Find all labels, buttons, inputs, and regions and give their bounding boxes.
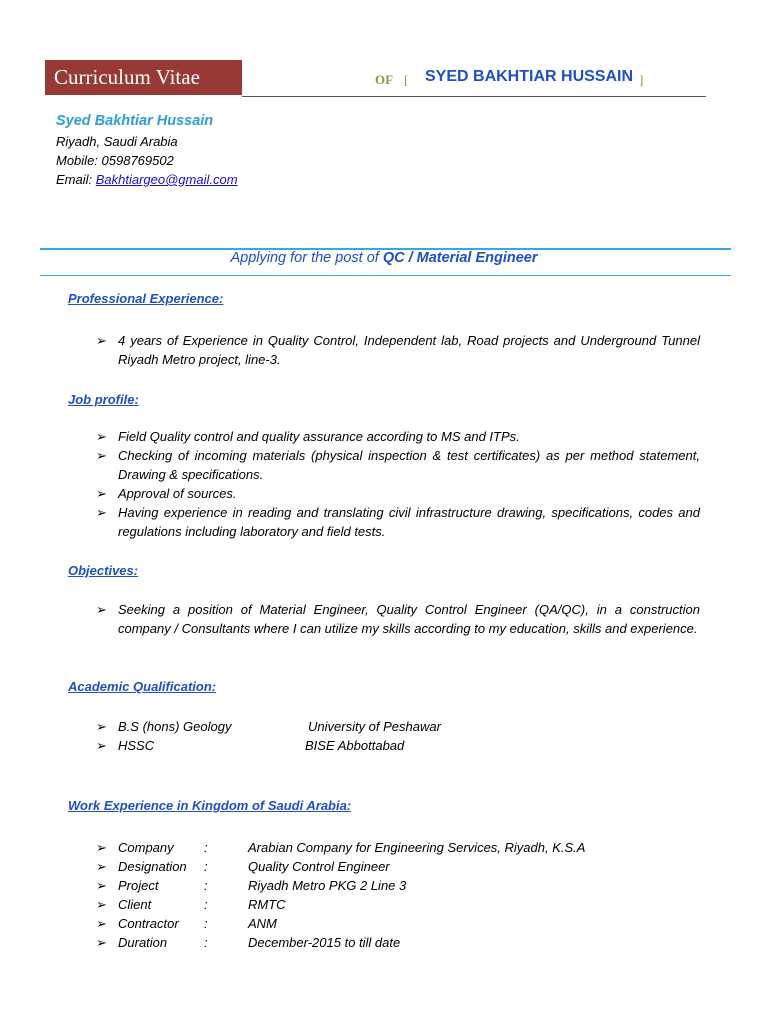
list-item-text: 4 years of Experience in Quality Control, Independent lab, Road projects and Underground Tunnel Riyadh Metro project, line-3. [118,333,700,367]
work-value: Riyadh Metro PKG 2 Line 3 [248,878,407,893]
list-item-text: Having experience in reading and translating civil infrastructure drawing, specifications, codes and regulations including laboratory and field tests. [118,505,700,539]
arrow-bullet-icon: ➢ [96,429,107,444]
work-separator: : [204,859,208,874]
arrow-bullet-icon: ➢ [96,916,107,931]
section-title-work-experience: Work Experience in Kingdom of Saudi Arabia: [68,798,352,813]
arrow-bullet-icon: ➢ [96,897,107,912]
arrow-bullet-icon: ➢ [96,935,107,950]
mobile: Mobile: 0598769502 [56,153,174,168]
list-item-text: Approval of sources. [118,486,237,501]
work-experience-list [96,838,700,952]
section-title-objectives: Objectives: [68,563,139,578]
academic-row [96,736,700,755]
arrow-bullet-icon: ➢ [96,505,107,520]
list-item-text: Checking of incoming materials (physical inspection & test certificates) as per method statement, Drawing & specifications. [118,448,700,482]
arrow-bullet-icon: ➢ [96,602,107,617]
applying-post: QC / Material Engineer [382,250,538,266]
applying-prefix: Applying for the post of [230,250,383,266]
work-row [96,914,700,933]
email-line [56,170,238,189]
work-key: Company [118,840,174,855]
list-item [96,427,700,446]
work-value: Arabian Company for Engineering Services, Riyadh, K.S.A [248,840,586,855]
contact-block [56,112,238,189]
arrow-bullet-icon: ➢ [96,719,107,734]
academic-row [96,717,700,736]
work-key: Duration [118,935,168,950]
arrow-bullet-icon: ➢ [96,840,107,855]
work-key: Client [118,897,152,912]
work-separator: : [204,935,208,950]
institute: BISE Abbottabad [305,738,405,753]
degree: HSSC [118,738,155,753]
work-value: December-2015 to till date [248,935,401,950]
work-value: ANM [248,916,277,931]
job-profile-list [96,427,700,541]
professional-list [96,331,700,369]
candidate-name: Syed Bakhtiar Hussain [56,113,214,129]
degree: B.S (hons) Geology [118,719,232,734]
arrow-bullet-icon: ➢ [96,859,107,874]
list-item [96,331,700,369]
section-title-academic: Academic Qualification: [68,679,217,694]
section-title-professional: Professional Experience: [68,291,224,306]
list-item [96,503,700,541]
applying-bottom-rule [40,275,731,276]
arrow-bullet-icon: ➢ [96,878,107,893]
list-item [96,484,700,503]
institute: University of Peshawar [308,719,441,734]
list-item-text: Field Quality control and quality assurance according to MS and ITPs. [118,429,520,444]
cv-title-banner: Curriculum Vitae [45,60,242,95]
header-divider [242,96,706,97]
work-key: Project [118,878,159,893]
arrow-bullet-icon: ➢ [96,448,107,463]
location: Riyadh, Saudi Arabia [56,134,178,149]
work-value: RMTC [248,897,286,912]
of-label: OF [375,72,394,87]
work-row [96,838,700,857]
work-separator: : [204,916,208,931]
work-row [96,933,700,952]
email-link[interactable]: Bakhtiargeo@gmail.com [95,172,238,187]
list-item [96,446,700,484]
work-row [96,876,700,895]
arrow-bullet-icon: ➢ [96,486,107,501]
list-item-text: Seeking a position of Material Engineer, Quality Control Engineer (QA/QC), in a construction company / Consultants where I can utilize my skills according to my education, skills and experience. [118,602,700,636]
work-key: Designation [118,859,187,874]
header-candidate-name: SYED BAKHTIAR HUSSAIN [425,68,634,85]
work-separator: : [204,897,208,912]
section-title-job-profile: Job profile: [68,392,139,407]
email-label: Email: [56,172,96,187]
bracket-open: [ [404,72,409,87]
bracket-close: ] [639,72,644,87]
arrow-bullet-icon: ➢ [96,333,107,348]
applying-for-post [0,250,768,266]
academic-list [96,717,700,755]
work-separator: : [204,840,208,855]
work-separator: : [204,878,208,893]
work-row [96,857,700,876]
work-row [96,895,700,914]
objectives-list [96,600,700,638]
work-key: Contractor [118,916,179,931]
arrow-bullet-icon: ➢ [96,738,107,753]
list-item [96,600,700,638]
work-value: Quality Control Engineer [248,859,390,874]
